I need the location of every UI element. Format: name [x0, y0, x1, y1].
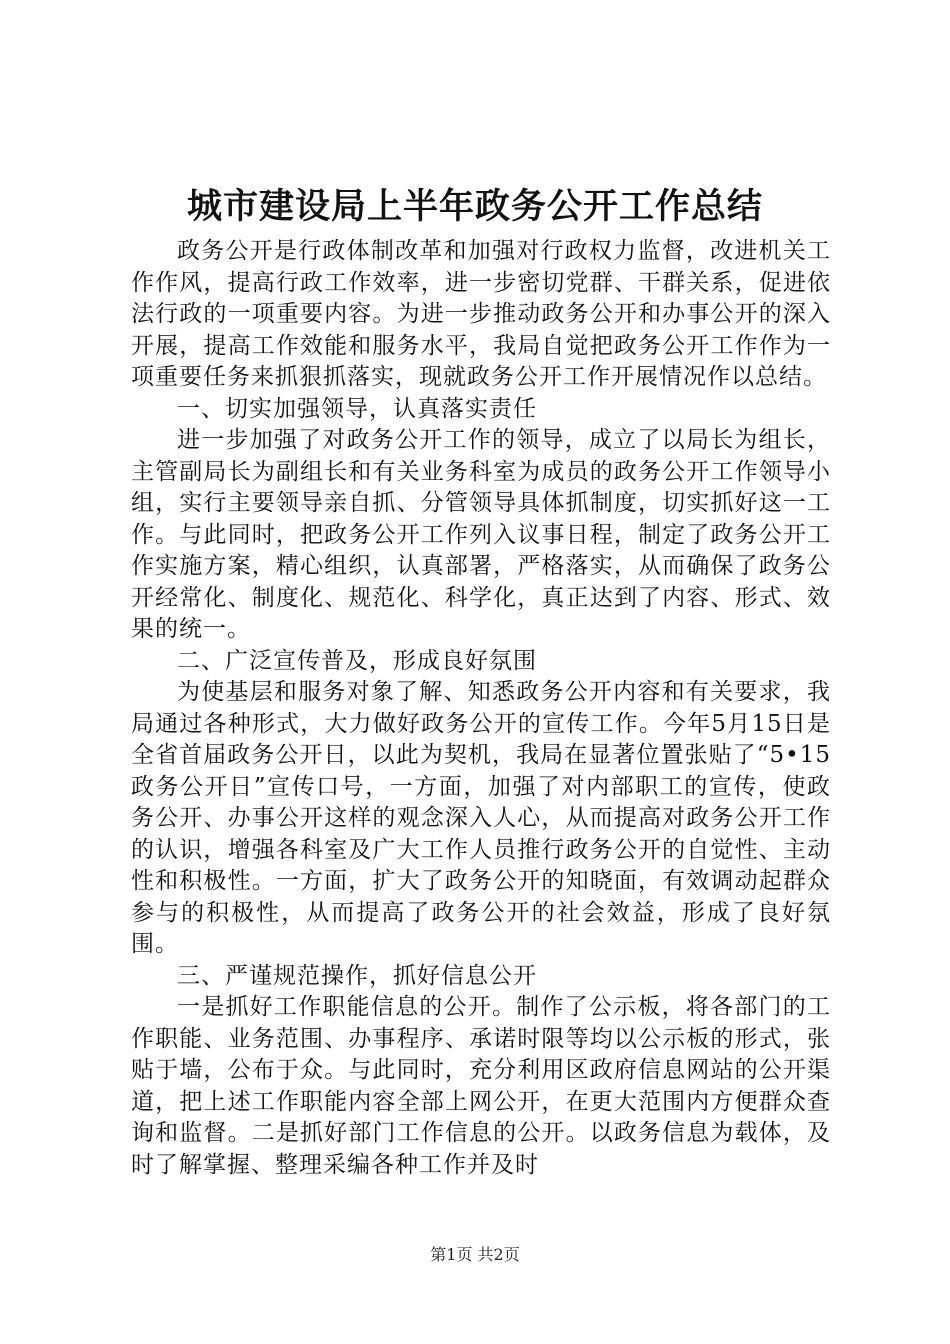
section-paragraph-2: 为使基层和服务对象了解、知悉政务公开内容和有关要求，我局通过各种形式，大力做好政务公开的宣传工作。今年5月15日是全省首届政务公开日，以此为契机，我局在显著位置张贴了“5•15政务公开日”宣传口号，一方面，加强了对内部职工的宣传，使政务公开、办事公开这样的观念深入人心，从而提高对政务公开工作的认识，增强各科室及广大工作人员推行政务公开的自觉性、主动性和积极性。一方面，扩大了政务公开的知晓面，有效调动起群众参与的积极性，从而提高了政务公开的社会效益，形成了良好氛围。 [131, 679, 831, 957]
section-heading-2: 二、广泛宣传普及，形成良好氛围 [177, 647, 537, 674]
intro-paragraph: 政务公开是行政体制改革和加强对行政权力监督，改进机关工作作风，提高行政工作效率，进一步密切党群、干群关系，促进依法行政的一项重要内容。为进一步推动政务公开和办事公开的深入开展，提高工作效能和服务水平，我局自觉把政务公开工作作为一项重要任务来抓狠抓落实，现就政务公开工作开展情况作以总结。 [131, 238, 831, 390]
document-body [131, 236, 831, 1181]
document-title: 城市建设局上半年政务公开工作总结 [186, 186, 763, 227]
section-heading-1: 一、切实加强领导，认真落实责任 [177, 395, 537, 422]
section-paragraph-3: 一是抓好工作职能信息的公开。制作了公示板，将各部门的工作职能、业务范围、办事程序、承诺时限等均以公示板的形式，张贴于墙，公布于众。与此同时，充分利用区政府信息网站的公开渠道，把上述工作职能内容全部上网公开，在更大范围内方便群众查询和监督。二是抓好部门工作信息的公开。以政务信息为载体，及时了解掌握、整理采编各种工作并及时 [131, 994, 831, 1178]
section-paragraph-1: 进一步加强了对政务公开工作的领导，成立了以局长为组长，主管副局长为副组长和有关业务科室为成员的政务公开工作领导小组，实行主要领导亲自抓、分管领导具体抓制度，切实抓好这一工作。与此同时，把政务公开工作列入议事日程，制定了政务公开工作实施方案，精心组织，认真部署，严格落实，从而确保了政务公开经常化、制度化、规范化、科学化，真正达到了内容、形式、效果的统一。 [131, 427, 831, 642]
page-footer: 第1页 共2页 [430, 1245, 520, 1264]
section-heading-3: 三、严谨规范操作，抓好信息公开 [177, 962, 537, 989]
